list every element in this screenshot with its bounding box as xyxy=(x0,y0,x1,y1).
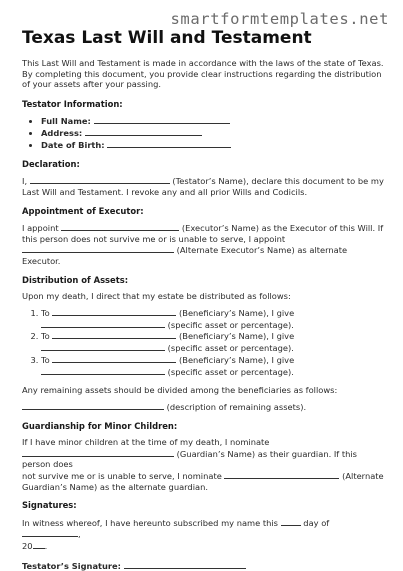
month-line[interactable] xyxy=(22,528,78,537)
guardianship-text: If I have minor children at the time of my death, I nominate (Guardian’s Name) as their guardian. If this person does not survive me or is unable to serve, I nominate (Alternate Guardian’s Name) as the alternate guardian. xyxy=(22,437,384,492)
witness-text: In witness whereof, I have hereunto subscribed my name this day of , 20 . xyxy=(22,517,330,552)
asset-line[interactable] xyxy=(41,342,165,351)
testator-name-line[interactable] xyxy=(30,175,170,184)
asset-line[interactable] xyxy=(41,366,165,375)
signatures-heading: Signatures: xyxy=(22,500,77,511)
executor-text: I appoint (Executor’s Name) as the Executor of this Will. If this person does not survive me or is unable to serve, I appoint (Alternate Executor’s Name) as alternate Executor. xyxy=(22,223,384,266)
alt-guardian-name-line[interactable] xyxy=(224,470,339,479)
address-field: • Address: xyxy=(41,127,384,139)
beneficiary-item: 1. To (Beneficiary’s Name), I give (specific asset or percentage). xyxy=(41,307,384,331)
executor-heading: Appointment of Executor: xyxy=(22,205,144,216)
declaration-text: I, (Testator’s Name), declare this document to be my Last Will and Testament. I revoke any and all prior Wills and Codicils. xyxy=(22,176,384,197)
remaining-description-line[interactable] xyxy=(22,401,164,410)
alt-executor-name-line[interactable] xyxy=(22,244,174,253)
full-name-line[interactable] xyxy=(94,115,230,124)
beneficiary-name-line[interactable] xyxy=(52,330,176,339)
will-document xyxy=(22,28,384,571)
full-name-field: • Full Name: xyxy=(41,115,384,127)
guardian-name-line[interactable] xyxy=(22,448,174,457)
testator-signature-row: Testator’s Signature: xyxy=(22,560,384,571)
site-watermark: smartformtemplates.net xyxy=(170,10,389,28)
executor-name-line[interactable] xyxy=(61,222,179,231)
dob-field: • Date of Birth: xyxy=(41,139,384,151)
distribution-heading: Distribution of Assets: xyxy=(22,274,129,285)
distribution-intro: Upon my death, I direct that my estate be distributed as follows: xyxy=(22,291,291,302)
dob-line[interactable] xyxy=(107,139,231,148)
testator-heading: Testator Information: xyxy=(22,98,123,109)
testator-signature-line[interactable] xyxy=(124,560,246,569)
testator-fields xyxy=(22,115,384,150)
beneficiary-name-line[interactable] xyxy=(52,354,176,363)
day-line[interactable] xyxy=(281,517,301,526)
beneficiary-name-line[interactable] xyxy=(52,307,176,316)
address-line[interactable] xyxy=(85,127,202,136)
remaining-assets-line: (description of remaining assets). xyxy=(22,401,384,413)
beneficiary-item: 2. To (Beneficiary’s Name), I give (specific asset or percentage). xyxy=(41,330,384,354)
beneficiary-list xyxy=(22,307,384,378)
asset-line[interactable] xyxy=(41,319,165,328)
declaration-heading: Declaration: xyxy=(22,158,80,169)
guardianship-heading: Guardianship for Minor Children: xyxy=(22,420,178,431)
document-title: Texas Last Will and Testament xyxy=(22,28,312,48)
intro-paragraph: This Last Will and Testament is made in accordance with the laws of the state of Texas. By completing this document, you provide clear instructions regarding the distribution of your assets after your passing. xyxy=(22,58,384,90)
remaining-assets-text: Any remaining assets should be divided among the beneficiaries as follows: xyxy=(22,385,338,396)
year-line[interactable] xyxy=(33,540,45,549)
beneficiary-item: 3. To (Beneficiary’s Name), I give (specific asset or percentage). xyxy=(41,354,384,378)
